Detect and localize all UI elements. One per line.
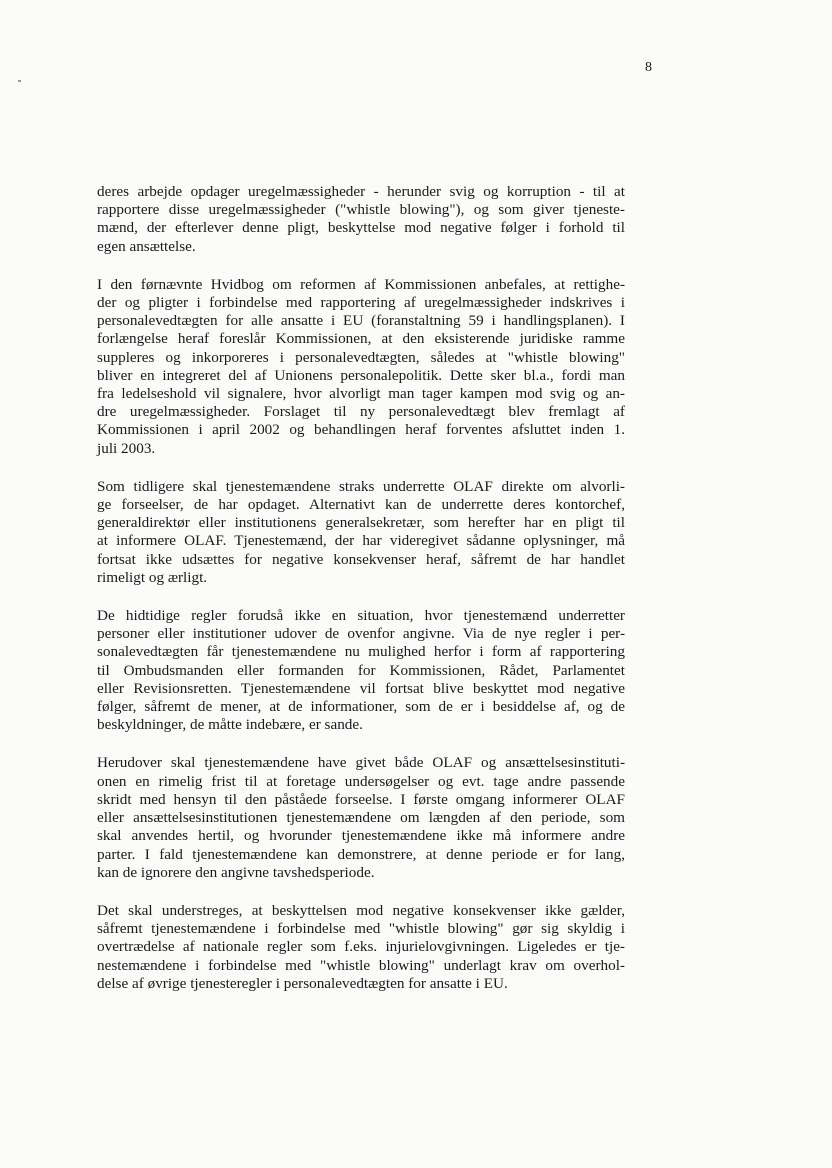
- text-line: onen en rimelig frist til at foretage undersøgelser og evt. tage andre passende: [97, 772, 625, 790]
- text-line: eller Revisionsretten. Tjenestemændene vil fortsat blive beskyttet mod negative: [97, 679, 625, 697]
- text-line: fra ledelseshold vil signalere, hvor alvorligt man tager kampen mod svig og an-: [97, 385, 625, 403]
- text-line: sonalevedtægten får tjenestemændene nu mulighed herfor i form af rapportering: [97, 643, 625, 661]
- text-line: generaldirektør eller institutionens generalsekretær, som herefter har en pligt til: [97, 514, 625, 532]
- text-line: der og pligter i forbindelse med rapportering af uregelmæssigheder indskrives i: [97, 294, 625, 312]
- text-line: kan de ignorere den angivne tavshedsperiode.: [97, 863, 375, 881]
- text-line: deres arbejde opdager uregelmæssigheder - herunder svig og korruption - til at: [97, 183, 625, 200]
- text-line: til Ombudsmanden eller formanden for Kommissionen, Rådet, Parlamentet: [97, 661, 625, 679]
- text-line: forlængelse heraf foreslår Kommissionen, at den eksisterende juridiske ramme: [97, 330, 625, 348]
- text-line: skal anvendes hertil, og hvorunder tjenestemændene ikke må informere andre: [97, 827, 625, 845]
- text-line: mænd, der efterlever denne pligt, beskyttelse mod negative følger i forhold til: [97, 219, 625, 237]
- text-line: parter. I fald tjenestemændene kan demonstrere, at denne periode er for lang,: [97, 845, 625, 863]
- text-line: ge forseelser, de har opdaget. Alternativt kan de underrette deres kontorchef,: [97, 496, 625, 514]
- text-line: personer eller institutioner udover de ovenfor angivne. Via de nye regler i per-: [97, 625, 625, 643]
- body-text: [97, 183, 625, 1013]
- text-line: skridt med hensyn til den påståede forseelse. I første omgang informerer OLAF: [97, 790, 625, 808]
- text-line: egen ansættelse.: [97, 237, 196, 255]
- paragraph: [97, 276, 625, 458]
- text-line: rimeligt og ærligt.: [97, 568, 208, 586]
- page-number: 8: [645, 60, 652, 75]
- text-line: eller ansættelsesinstitutionen tjenestemændene om længden af den periode, som: [97, 809, 625, 827]
- paragraph: [97, 478, 625, 587]
- text-line: overtrædelse af nationale regler som f.eks. injurielovgivningen. Ligeledes er tje-: [97, 938, 625, 956]
- text-line: personalevedtægten for alle ansatte i EU (foranstaltning 59 i handlingsplanen). I: [97, 312, 625, 330]
- paragraph: [97, 183, 625, 256]
- text-line: Herudover skal tjenestemændene have givet både OLAF og ansættelsesinstituti-: [97, 754, 625, 772]
- text-line: De hidtidige regler forudså ikke en situation, hvor tjenestemænd underretter: [97, 607, 625, 625]
- text-line: suppleres og inkorporeres i personalevedtægten, således at "whistle blowing": [97, 348, 625, 366]
- text-line: dre uregelmæssigheder. Forslaget til ny personalevedtægt blev fremlagt af: [97, 403, 625, 421]
- text-line: Som tidligere skal tjenestemændene straks underrette OLAF direkte om alvorli-: [97, 477, 625, 495]
- text-line: Det skal understreges, at beskyttelsen mod negative konsekvenser ikke gælder,: [97, 901, 625, 919]
- paragraph: [97, 902, 625, 993]
- text-line: Kommissionen i april 2002 og behandlingen heraf forventes afsluttet inden 1.: [97, 421, 625, 439]
- text-line: nestemændene i forbindelse med "whistle blowing" underlagt krav om overhol-: [97, 956, 625, 974]
- text-line: I den førnævnte Hvidbog om reformen af Kommissionen anbefales, at rettighe-: [97, 275, 625, 293]
- text-line: at informere OLAF. Tjenestemænd, der har videregivet sådanne oplysninger, må: [97, 532, 625, 550]
- text-line: rapportere disse uregelmæssigheder ("whistle blowing"), og som giver tjeneste-: [97, 201, 625, 219]
- text-line: følger, såfremt de mener, at de informationer, som de er i besiddelse af, og de: [97, 698, 625, 716]
- paragraph: [97, 607, 625, 734]
- paragraph: [97, 754, 625, 881]
- text-line: fortsat ikke udsættes for negative konsekvenser heraf, såfremt de har handlet: [97, 550, 625, 568]
- text-line: delse af øvrige tjenesteregler i personalevedtægten for ansatte i EU.: [97, 974, 508, 992]
- text-line: bliver en integreret del af Unionens personalepolitik. Dette sker bl.a., fordi man: [97, 366, 625, 384]
- text-line: beskyldninger, de måtte indebære, er sande.: [97, 716, 363, 734]
- text-line: såfremt tjenestemændene i forbindelse med "whistle blowing" gør sig skyldig i: [97, 920, 625, 938]
- scan-speck: [18, 80, 21, 82]
- text-line: juli 2003.: [97, 439, 156, 457]
